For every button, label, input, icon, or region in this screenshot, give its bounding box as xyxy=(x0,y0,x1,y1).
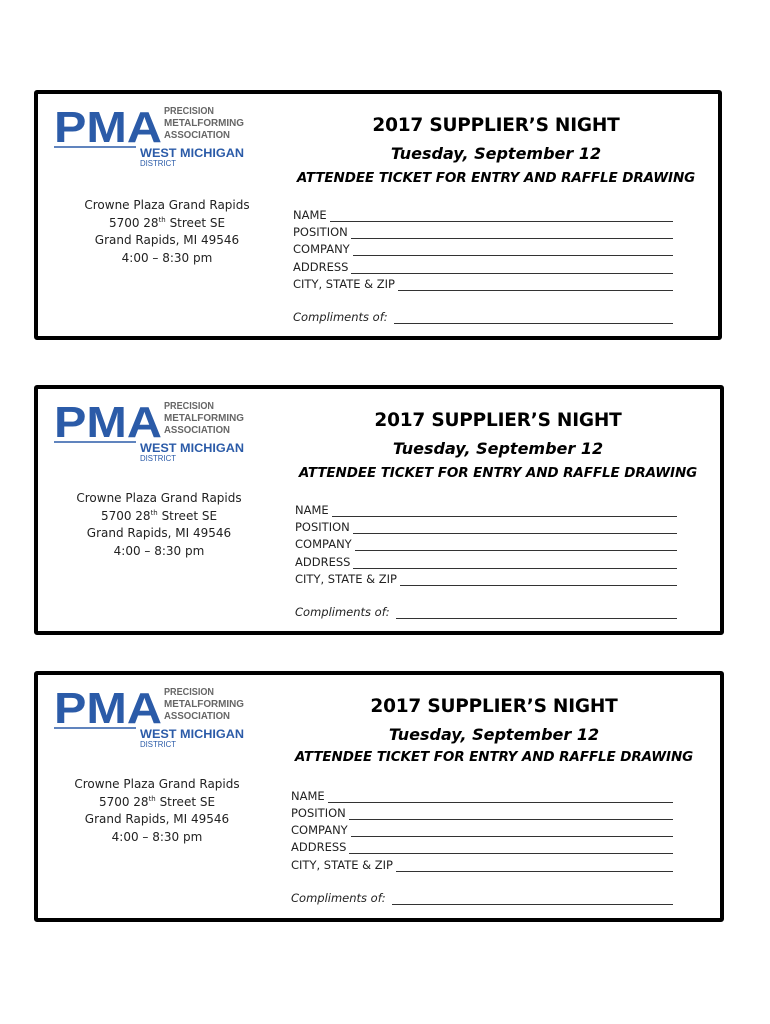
name-field[interactable]: NAME xyxy=(293,205,673,222)
company-field[interactable]: COMPANY xyxy=(291,820,673,837)
venue-city: Grand Rapids, MI 49546 xyxy=(84,812,230,826)
logo-line-precision: PRECISION xyxy=(164,401,214,412)
venue-name: Crowne Plaza Grand Rapids xyxy=(84,198,250,212)
venue-street: 5700 28th Street SE xyxy=(100,508,218,523)
logo-district-name: WEST MICHIGAN xyxy=(140,441,244,455)
venue-street: 5700 28th Street SE xyxy=(98,794,216,809)
logo-district-label: DISTRICT xyxy=(140,454,177,463)
event-date: Tuesday, September 12 xyxy=(392,439,604,458)
city-state-zip-field[interactable]: CITY, STATE & ZIP xyxy=(293,274,673,291)
logo-line-association: ASSOCIATION xyxy=(164,425,230,436)
venue-city: Grand Rapids, MI 49546 xyxy=(94,233,240,247)
city-state-zip-field[interactable]: CITY, STATE & ZIP xyxy=(291,855,673,872)
address-field[interactable]: ADDRESS xyxy=(295,552,677,569)
pma-wordmark: PMA xyxy=(54,398,162,447)
logo-line-metalforming: METALFORMING xyxy=(164,413,245,424)
position-field[interactable]: POSITION xyxy=(293,222,673,239)
ticket-subtitle: ATTENDEE TICKET FOR ENTRY AND RAFFLE DRAWING xyxy=(298,465,698,481)
venue-city: Grand Rapids, MI 49546 xyxy=(86,526,232,540)
ticket-subtitle: ATTENDEE TICKET FOR ENTRY AND RAFFLE DRAWING xyxy=(294,749,694,765)
company-field[interactable]: COMPANY xyxy=(295,534,677,551)
name-field[interactable]: NAME xyxy=(291,786,673,803)
ticket-2 xyxy=(34,385,724,635)
city-state-zip-field[interactable]: CITY, STATE & ZIP xyxy=(295,569,677,586)
event-time: 4:00 – 8:30 pm xyxy=(121,250,213,265)
venue-info xyxy=(64,490,254,560)
logo-line-precision: PRECISION xyxy=(164,687,214,698)
logo-line-association: ASSOCIATION xyxy=(164,130,230,141)
logo-district-name: WEST MICHIGAN xyxy=(140,146,244,160)
event-time: 4:00 – 8:30 pm xyxy=(111,829,203,844)
name-field[interactable]: NAME xyxy=(295,500,677,517)
position-field[interactable]: POSITION xyxy=(295,517,677,534)
event-title: 2017 SUPPLIER’S NIGHT xyxy=(370,696,618,717)
logo-district-label: DISTRICT xyxy=(140,740,177,749)
pma-logo xyxy=(54,102,248,168)
logo-line-precision: PRECISION xyxy=(164,106,214,117)
event-date: Tuesday, September 12 xyxy=(390,144,602,163)
venue-street: 5700 28th Street SE xyxy=(108,215,226,230)
event-title: 2017 SUPPLIER’S NIGHT xyxy=(372,115,620,136)
address-field[interactable]: ADDRESS xyxy=(291,837,673,854)
address-field[interactable]: ADDRESS xyxy=(293,257,673,274)
event-date: Tuesday, September 12 xyxy=(388,725,600,744)
compliments-of-field[interactable]: Compliments of: xyxy=(293,307,673,324)
logo-line-association: ASSOCIATION xyxy=(164,711,230,722)
company-field[interactable]: COMPANY xyxy=(293,239,673,256)
logo-line-metalforming: METALFORMING xyxy=(164,699,245,710)
pma-logo xyxy=(54,397,248,463)
logo-district-label: DISTRICT xyxy=(140,159,177,168)
venue-name: Crowne Plaza Grand Rapids xyxy=(76,491,242,505)
venue-name: Crowne Plaza Grand Rapids xyxy=(74,777,240,791)
pma-wordmark: PMA xyxy=(54,103,162,152)
logo-district-name: WEST MICHIGAN xyxy=(140,727,244,741)
event-title: 2017 SUPPLIER’S NIGHT xyxy=(374,410,622,431)
compliments-of-field[interactable]: Compliments of: xyxy=(295,602,677,619)
position-field[interactable]: POSITION xyxy=(291,803,673,820)
ticket-3 xyxy=(34,671,724,922)
logo-line-metalforming: METALFORMING xyxy=(164,118,245,129)
pma-logo xyxy=(54,683,248,749)
compliments-of-field[interactable]: Compliments of: xyxy=(291,888,673,905)
venue-info xyxy=(62,776,252,846)
event-time: 4:00 – 8:30 pm xyxy=(113,543,205,558)
venue-info xyxy=(72,197,262,267)
ticket-subtitle: ATTENDEE TICKET FOR ENTRY AND RAFFLE DRAWING xyxy=(296,170,696,186)
pma-wordmark: PMA xyxy=(54,684,162,733)
ticket-1 xyxy=(34,90,722,340)
